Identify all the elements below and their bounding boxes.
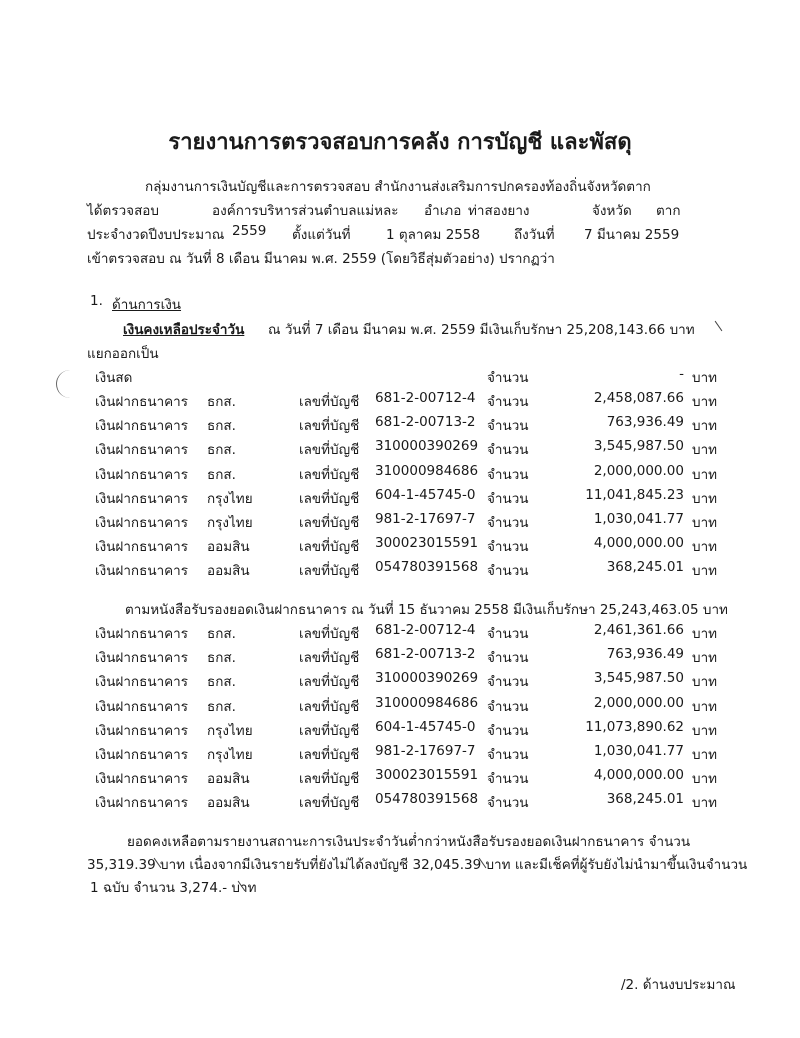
row-account-number: 054780391568 xyxy=(375,559,479,576)
department-line: กลุ่มงานการเงินบัญชีและการตรวจสอบ สำนักงานส่งเสริมการปกครองท้องถิ่นจังหวัดตาก xyxy=(145,179,651,195)
row-unit: บาท xyxy=(692,795,718,812)
daily-balance-label: เงินคงเหลือประจำวัน xyxy=(123,322,245,338)
section-number: 1. xyxy=(90,293,103,309)
row-unit: บาท xyxy=(692,674,718,691)
row-amount-label: จำนวน xyxy=(487,650,529,667)
row-unit: บาท xyxy=(692,490,718,507)
row-amount-label: จำนวน xyxy=(487,490,529,507)
row-bank: ออมสิน xyxy=(207,563,250,580)
row-amount: 2,000,000.00 xyxy=(593,462,684,479)
row-unit: บาท xyxy=(692,722,718,739)
continued-footer: /2. ด้านงบประมาณ xyxy=(621,977,736,993)
row-account-label: เลขที่บัญชี xyxy=(299,698,360,715)
row-account-label: เลขที่บัญชี xyxy=(299,515,360,531)
row-amount: 368,245.01 xyxy=(606,791,684,808)
row-account-label: เลขที่บัญชี xyxy=(299,650,360,667)
row-bank: ออมสิน xyxy=(207,539,250,556)
row-account-label: เลขที่บัญชี xyxy=(299,747,360,763)
row-account-number: 681-2-00712-4 xyxy=(375,622,476,638)
row-amount-label: จำนวน xyxy=(487,394,529,410)
row-bank: ธกส. xyxy=(207,650,236,667)
row-amount: 2,458,087.66 xyxy=(593,390,684,406)
row-account-number: 981-2-17697-7 xyxy=(375,511,476,527)
row-amount: 2,461,361.66 xyxy=(593,622,684,638)
row-type: เงินฝากธนาคาร xyxy=(95,722,189,739)
row-unit: บาท xyxy=(692,539,718,556)
row-amount: 3,545,987.50 xyxy=(593,438,684,455)
row-account-number: 310000984686 xyxy=(375,694,479,711)
row-account-number: 681-2-00713-2 xyxy=(375,414,476,431)
row-amount: 11,041,845.23 xyxy=(585,486,684,503)
row-type: เงินฝากธนาคาร xyxy=(95,795,189,812)
difference-paragraph-line1: ยอดคงเหลือตามรายงานสถานะการเงินประจำวันต่ำกว่าหนังสือรับรองยอดเงินฝากธนาคาร จำนวน xyxy=(127,834,691,850)
row-bank: ธกส. xyxy=(207,674,236,691)
row-amount: 4,000,000.00 xyxy=(593,767,684,784)
row-amount: 2,000,000.00 xyxy=(593,694,684,711)
cash-type: เงินสด xyxy=(95,370,133,386)
row-account-label: เลขที่บัญชี xyxy=(299,466,360,483)
row-amount: 1,030,041.77 xyxy=(593,511,684,527)
period-to: 7 มีนาคม 2559 xyxy=(584,227,680,243)
row-account-label: เลขที่บัญชี xyxy=(299,394,360,410)
row-type: เงินฝากธนาคาร xyxy=(95,698,189,715)
row-amount-label: จำนวน xyxy=(487,626,529,642)
row-type: เงินฝากธนาคาร xyxy=(95,466,189,483)
row-account-number: 310000984686 xyxy=(375,462,479,479)
row-type: เงินฝากธนาคาร xyxy=(95,442,189,459)
row-bank: ธกส. xyxy=(207,418,236,435)
certification-text: ตามหนังสือรับรองยอดเงินฝากธนาคาร ณ วันที่ 15 ธันวาคม 2558 มีเงินเก็บรักษา 25,243,463.05 บาท xyxy=(125,602,728,618)
row-amount: 1,030,041.77 xyxy=(593,743,684,759)
row-type: เงินฝากธนาคาร xyxy=(95,515,189,531)
row-account-label: เลขที่บัญชี xyxy=(299,722,360,739)
row-unit: บาท xyxy=(692,442,718,459)
row-type: เงินฝากธนาคาร xyxy=(95,747,189,763)
cash-unit: บาท xyxy=(692,370,718,386)
row-amount-label: จำนวน xyxy=(487,771,529,788)
row-account-label: เลขที่บัญชี xyxy=(299,795,360,812)
row-amount-label: จำนวน xyxy=(487,418,529,435)
district-label: อำเภอ xyxy=(424,203,462,219)
row-type: เงินฝากธนาคาร xyxy=(95,626,189,642)
organization-name: องค์การบริหารส่วนตำบลแม่หละ xyxy=(212,203,399,219)
row-type: เงินฝากธนาคาร xyxy=(95,563,189,580)
row-account-number: 681-2-00712-4 xyxy=(375,390,476,406)
row-account-number: 604-1-45745-0 xyxy=(375,486,476,503)
row-amount: 3,545,987.50 xyxy=(593,670,684,687)
section-heading: ด้านการเงิน xyxy=(112,297,182,313)
row-unit: บาท xyxy=(692,698,718,715)
row-amount-label: จำนวน xyxy=(487,722,529,739)
row-amount: 368,245.01 xyxy=(606,559,684,576)
daily-balance-text: ณ วันที่ 7 เดือน มีนาคม พ.ศ. 2559 มีเงินเก็บรักษา 25,208,143.66 บาท xyxy=(268,322,695,338)
row-amount-label: จำนวน xyxy=(487,698,529,715)
fiscal-year: 2559 xyxy=(232,223,267,239)
row-amount-label: จำนวน xyxy=(487,563,529,580)
row-amount-label: จำนวน xyxy=(487,466,529,483)
row-account-label: เลขที่บัญชี xyxy=(299,539,360,556)
row-bank: ออมสิน xyxy=(207,771,250,788)
row-bank: ธกส. xyxy=(207,698,236,715)
split-label: แยกออกเป็น xyxy=(87,346,159,362)
row-amount: 763,936.49 xyxy=(606,414,684,431)
row-amount-label: จำนวน xyxy=(487,674,529,691)
row-amount: 763,936.49 xyxy=(606,646,684,663)
row-account-number: 300023015591 xyxy=(375,767,479,784)
row-bank: กรุงไทย xyxy=(207,515,253,531)
row-bank: ธกส. xyxy=(207,394,236,410)
period-to-label: ถึงวันที่ xyxy=(514,227,555,243)
row-amount-label: จำนวน xyxy=(487,747,529,763)
district-name: ท่าสองยาง xyxy=(468,203,530,219)
row-account-number: 604-1-45745-0 xyxy=(375,718,476,735)
difference-paragraph-line2: 35,319.39 บาท เนื่องจากมีเงินรายรับที่ยังไม่ได้ลงบัญชี 32,045.39 บาท และมีเช็คที่ผู้รับยังไม่นำมาขึ้นเงินจำนวน xyxy=(87,857,748,873)
row-bank: กรุงไทย xyxy=(207,490,253,507)
row-unit: บาท xyxy=(692,771,718,788)
row-type: เงินฝากธนาคาร xyxy=(95,539,189,556)
row-type: เงินฝากธนาคาร xyxy=(95,771,189,788)
row-amount-label: จำนวน xyxy=(487,515,529,531)
period-from-label: ตั้งแต่วันที่ xyxy=(292,227,351,243)
check-mark xyxy=(715,321,723,331)
row-amount: 4,000,000.00 xyxy=(593,535,684,552)
row-account-number: 310000390269 xyxy=(375,670,479,687)
row-account-label: เลขที่บัญชี xyxy=(299,563,360,580)
fiscal-year-label: ประจำงวดปีงบประมาณ xyxy=(87,227,225,243)
row-unit: บาท xyxy=(692,515,718,531)
province-name: ตาก xyxy=(656,203,681,219)
row-account-number: 681-2-00713-2 xyxy=(375,646,476,663)
row-account-number: 300023015591 xyxy=(375,535,479,552)
row-type: เงินฝากธนาคาร xyxy=(95,394,189,410)
row-bank: ธกส. xyxy=(207,626,236,642)
difference-paragraph-line3: 1 ฉบับ จำนวน 3,274.- บาท xyxy=(90,880,257,896)
row-type: เงินฝากธนาคาร xyxy=(95,674,189,691)
row-amount: 11,073,890.62 xyxy=(585,718,684,735)
period-from: 1 ตุลาคม 2558 xyxy=(386,227,481,243)
audited-label: ได้ตรวจสอบ xyxy=(87,203,159,219)
row-bank: ออมสิน xyxy=(207,795,250,812)
row-amount-label: จำนวน xyxy=(487,442,529,459)
cash-amount: - xyxy=(679,366,684,382)
row-unit: บาท xyxy=(692,394,718,410)
row-account-number: 054780391568 xyxy=(375,791,479,808)
row-account-label: เลขที่บัญชี xyxy=(299,418,360,435)
row-bank: ธกส. xyxy=(207,466,236,483)
row-account-number: 310000390269 xyxy=(375,438,479,455)
row-unit: บาท xyxy=(692,418,718,435)
row-account-label: เลขที่บัญชี xyxy=(299,442,360,459)
row-bank: ธกส. xyxy=(207,442,236,459)
row-amount-label: จำนวน xyxy=(487,795,529,812)
row-type: เงินฝากธนาคาร xyxy=(95,418,189,435)
row-bank: กรุงไทย xyxy=(207,747,253,763)
row-unit: บาท xyxy=(692,466,718,483)
row-unit: บาท xyxy=(692,563,718,580)
row-type: เงินฝากธนาคาร xyxy=(95,490,189,507)
row-account-label: เลขที่บัญชี xyxy=(299,490,360,507)
page-title: รายงานการตรวจสอบการคลัง การบัญชี และพัสดุ xyxy=(168,130,632,155)
row-unit: บาท xyxy=(692,626,718,642)
row-amount-label: จำนวน xyxy=(487,539,529,556)
cash-amount-label: จำนวน xyxy=(487,370,529,386)
row-unit: บาท xyxy=(692,650,718,667)
row-bank: กรุงไทย xyxy=(207,722,253,739)
province-label: จังหวัด xyxy=(592,203,632,219)
inspection-line: เข้าตรวจสอบ ณ วันที่ 8 เดือน มีนาคม พ.ศ. 2559 (โดยวิธีสุ่มตัวอย่าง) ปรากฏว่า xyxy=(87,251,555,267)
margin-bracket xyxy=(56,370,71,398)
row-type: เงินฝากธนาคาร xyxy=(95,650,189,667)
row-account-label: เลขที่บัญชี xyxy=(299,626,360,642)
row-account-label: เลขที่บัญชี xyxy=(299,674,360,691)
row-unit: บาท xyxy=(692,747,718,763)
row-account-label: เลขที่บัญชี xyxy=(299,771,360,788)
row-account-number: 981-2-17697-7 xyxy=(375,743,476,759)
